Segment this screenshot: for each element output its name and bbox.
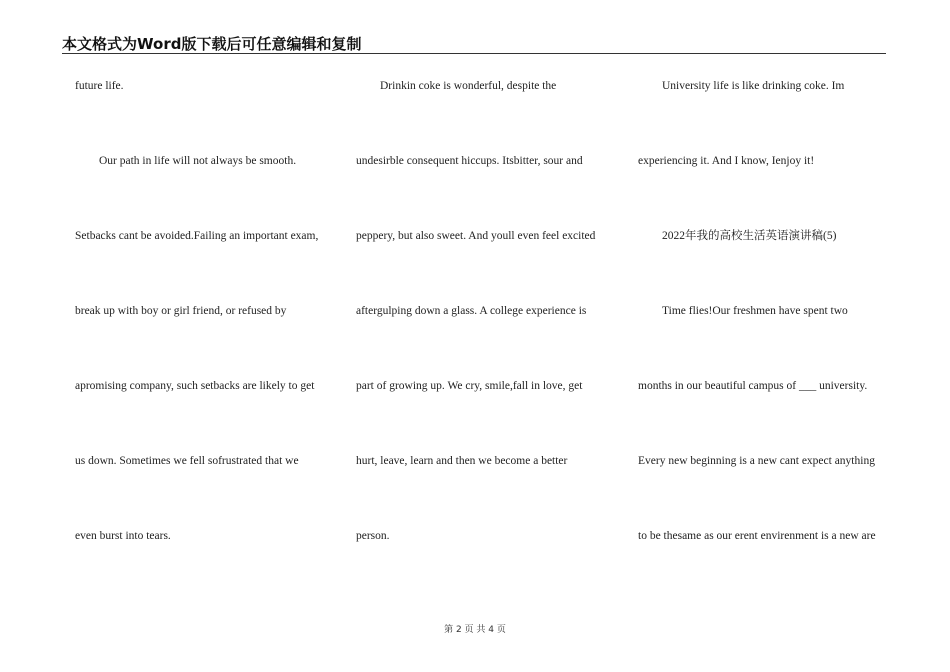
text-column-3 [638,79,886,604]
text-line: even burst into tears. [75,530,171,542]
text-line: Setbacks cant be avoided.Failing an important exam, [75,230,319,242]
text-line: aftergulping down a glass. A college experience is [356,305,587,317]
text-line: us down. Sometimes we fell sofrustrated that we [75,455,299,467]
text-line: months in our beautiful campus of ___ university. [638,380,868,392]
header-divider [62,53,886,54]
text-line: person. [356,530,390,542]
text-line: University life is like drinking coke. Im [662,80,845,92]
text-line: undesirble consequent hiccups. Itsbitter, sour and [356,155,583,167]
text-column-2 [356,79,604,604]
text-line: to be thesame as our erent envirenment is a new are [638,530,876,542]
section-heading: 2022年我的高校生活英语演讲稿(5) [662,230,837,242]
text-line: Our path in life will not always be smooth. [99,155,297,167]
text-column-1 [75,79,323,604]
text-line: Time flies!Our freshmen have spent two [662,305,848,317]
text-line: part of growing up. We cry, smile,fall in love, get [356,380,583,392]
text-line: experiencing it. And I know, Ienjoy it! [638,155,815,167]
document-header-title: 本文格式为Word版下载后可任意编辑和复制 [62,35,362,53]
text-line: Drinkin coke is wonderful, despite the [380,80,557,92]
text-line: peppery, but also sweet. And youll even feel excited [356,230,596,242]
text-line: hurt, leave, learn and then we become a better [356,455,568,467]
text-line: break up with boy or girl friend, or refused by [75,305,287,317]
text-line: future life. [75,80,124,92]
text-line: apromising company, such setbacks are likely to get [75,380,315,392]
page-number: 第 2 页 共 4 页 [444,625,506,635]
text-line: Every new beginning is a new cant expect anything [638,455,875,467]
